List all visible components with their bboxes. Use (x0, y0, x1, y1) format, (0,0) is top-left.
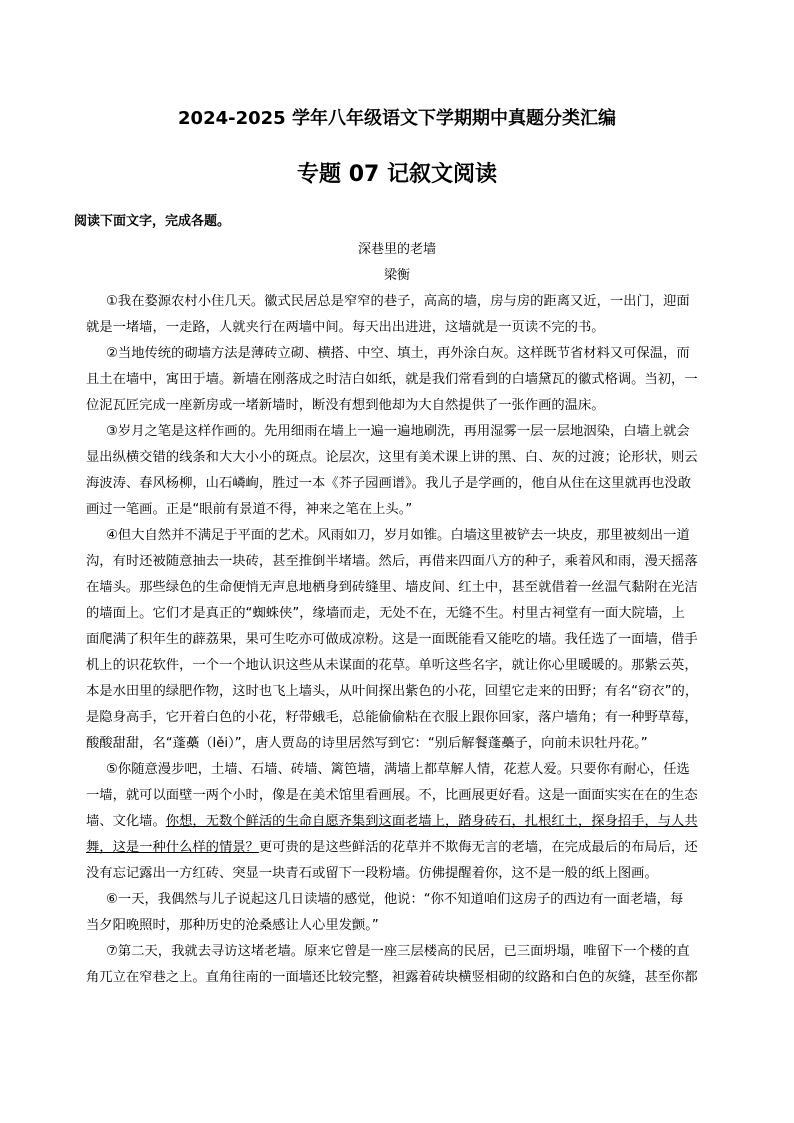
paragraph-5-text: 更可贵的是这些鲜活的花草并不欺侮无言的老墙，在完成最后的布局后，还 (258, 840, 698, 855)
paragraph-3-line: 显出纵横交错的线条和大大小小的斑点。论层次，这里有美术课上讲的黑、白、灰的过渡；论形状，则云 (86, 450, 698, 465)
paragraph-3-line: 画过一笔画。正是“眼前有景道不得，神来之笔在上头。” (86, 502, 413, 517)
reading-instruction: 阅读下面文字，完成各题。 (74, 214, 231, 229)
paragraph-3-line: 海波涛、春风杨柳，山石嶙峋，胜过一本《芥子园画谱》。我儿子是学画的，他自从住在这里就再也没敢 (86, 476, 692, 491)
article-author: 梁衡 (383, 268, 410, 283)
article-body (86, 289, 722, 991)
paragraph-2-line: 且土在墙中，寓田于墙。新墙在刚落成之时洁白如纸，就是我们常看到的白墙黛瓦的徽式格调。当初，一 (86, 372, 698, 387)
article-title: 深巷里的老墙 (357, 242, 436, 257)
paragraph-4-line: 的墙面上。它们才是真正的“蜘蛛侠”，缘墙而走，无处不在，无缝不生。村里古祠堂有一面大院墙，上 (86, 606, 685, 621)
paragraph-1-line: ①我在婺源农村小住几天。徽式民居总是窄窄的巷子，高高的墙，房与房的距离又近，一出门，迎面 (106, 294, 690, 309)
paragraph-5-line (86, 809, 722, 835)
underlined-sentence: 你想，无数个鲜活的生命自愿齐集到这面老墙上，踏身砖石，扎根红土，探身招手，与人共 (165, 814, 698, 829)
paragraph-6-line: 当夕阳晚照时，那种历史的沧桑感让人心里发颤。” (86, 918, 379, 933)
paragraph-5-line (86, 835, 722, 861)
paragraph-4-line: 是隐身高手，它开着白色的小花，籽带蛾毛，总能偷偷粘在衣服上跟你回家，落户墙角；有一种野草莓， (86, 710, 698, 725)
paragraph-5-line: ⑤你随意漫步吧，土墙、石墙、砖墙、篱笆墙，满墙上都草解人情，花惹人爱。只要你有耐心，任选 (106, 762, 690, 777)
paragraph-5-line: 一墙，就可以面壁一两个小时，像是在美术馆里看画展。不，比画展更好看。这是一面面实实在在的生态 (86, 788, 698, 803)
paragraph-4-line: 沟，有时还被随意抽去一块砖，甚至推倒半堵墙。然后，再借来四面八方的种子，乘着风和雨，漫天摇落 (86, 554, 698, 569)
paragraph-5-text: 墙、文化墙。 (86, 814, 166, 829)
paragraph-4-line: 面爬满了积年生的薜荔果，果可生吃亦可做成凉粉。这是一面既能看又能吃的墙。我任选了一面墙，借手 (86, 632, 698, 647)
paragraph-7-line: 角兀立在窄巷之上。直角往南的一面墙还比较完整，袒露着砖块横竖相砌的纹路和白色的灰缝，甚至你都 (86, 970, 698, 985)
paragraph-4-line: ④但大自然并不满足于平面的艺术。风雨如刀，岁月如锥。白墙这里被铲去一块皮，那里被刻出一道 (106, 528, 690, 543)
paragraph-4-line: 本是水田里的绿肥作物，这时也飞上墙头，从叶间探出紫色的小花，回望它走来的田野；有名“窃衣”的， (86, 684, 699, 699)
underlined-sentence: 舞，这是一种什么样的情景？ (86, 840, 259, 855)
paragraph-2-line: ②当地传统的砌墙方法是薄砖立砌、横搭、中空、填土，再外涂白灰。这样既节省材料又可保温，而 (106, 346, 690, 361)
document-title: 2024-2025 学年八年级语文下学期期中真题分类汇编 (178, 108, 616, 129)
paragraph-5-line: 没有忘记露出一方红砖、突显一块青石或留下一段粉墙。仿佛提醒着你，这不是一般的纸上图画。 (86, 866, 658, 881)
paragraph-6-line: ⑥一天，我偶然与儿子说起这几日读墙的感觉，他说：“你不知道咱们这房子的西边有一面老墙，每 (106, 892, 684, 907)
paragraph-7-line: ⑦第二天，我就去寻访这堵老墙。原来它曾是一座三层楼高的民居，已三面坍塌，唯留下一个楼的直 (106, 944, 690, 959)
topic-title: 专题 07 记叙文阅读 (297, 162, 497, 187)
paragraph-3-line: ③岁月之笔是这样作画的。先用细雨在墙上一遍一遍地刷洗，再用湿雾一层一层地洇染，白墙上就会 (106, 424, 690, 439)
paragraph-1-line: 就是一堵墙，一走路，人就夹行在两墙中间。每天出出进进，这墙就是一页读不完的书。 (86, 320, 605, 335)
paragraph-4-line: 在墙头。那些绿色的生命便悄无声息地栖身到砖缝里、墙皮间、红土中，甚至就借着一丝温气黏附在光洁 (86, 580, 698, 595)
paragraph-2-line: 位泥瓦匠完成一座新房或一堵新墙时，断没有想到他却为大自然提供了一张作画的温床。 (86, 398, 605, 413)
paragraph-4-line: 酸酸甜甜，名“蓬蘽（lěi）”，唐人贾岛的诗里居然写到它：“别后解餐蓬蘽子，向前未识牡丹花。” (86, 736, 648, 751)
paragraph-4-line: 机上的识花软件，一个一个地认识这些从未谋面的花草。单听这些名字，就让你心里暖暖的。那紫云英， (86, 658, 698, 673)
